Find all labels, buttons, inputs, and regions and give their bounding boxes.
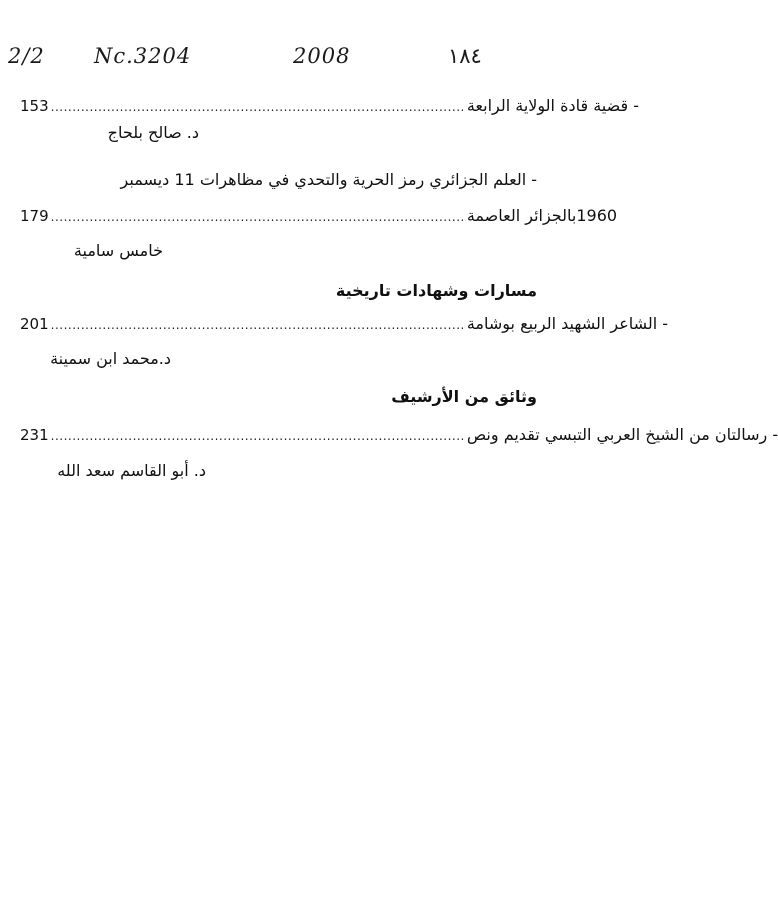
- toc-entry: [20, 206, 618, 230]
- handwritten-page-number: ١٨٤: [448, 44, 482, 68]
- toc-author: خامس سامية: [73, 241, 163, 260]
- handwritten-catalog-number: Nc.3204: [94, 44, 192, 68]
- toc-entry: [20, 96, 639, 120]
- dot-leader: ................................................................................................: [50, 100, 465, 114]
- toc-page-number: 201: [20, 315, 49, 333]
- toc-page-number: 231: [20, 426, 49, 444]
- toc-title-line: - العلم الجزائري رمز الحرية والتحدي في مظاهرات 11 ديسمبر: [120, 170, 537, 189]
- toc-page-number: 179: [20, 207, 49, 225]
- toc-entry: [20, 425, 778, 449]
- toc-title: 1960بالجزائر العاصمة: [466, 206, 618, 225]
- section-heading: وثائق من الأرشيف: [391, 387, 537, 406]
- handwritten-year: 2008: [293, 44, 351, 68]
- dot-leader: ................................................................................................: [50, 210, 465, 224]
- dot-leader: ................................................................................................: [50, 318, 465, 332]
- toc-author: د. أبو القاسم سعد الله: [57, 461, 206, 480]
- toc-title: - رسالتان من الشيخ العربي التبسي تقديم ونص: [466, 425, 778, 444]
- toc-author: د. صالح بلحاج: [107, 123, 199, 142]
- toc-page-number: 153: [20, 97, 49, 115]
- handwritten-volume: 2/2: [8, 44, 45, 68]
- toc-title: - الشاعر الشهيد الربيع بوشامة: [466, 314, 669, 333]
- section-heading: مسارات وشهادات تاريخية: [335, 281, 537, 300]
- toc-title: - قضية قادة الولاية الرابعة: [466, 96, 639, 115]
- toc-entry: [20, 314, 669, 338]
- toc-author: د.محمد ابن سمينة: [50, 349, 171, 368]
- dot-leader: ................................................................................................: [50, 429, 465, 443]
